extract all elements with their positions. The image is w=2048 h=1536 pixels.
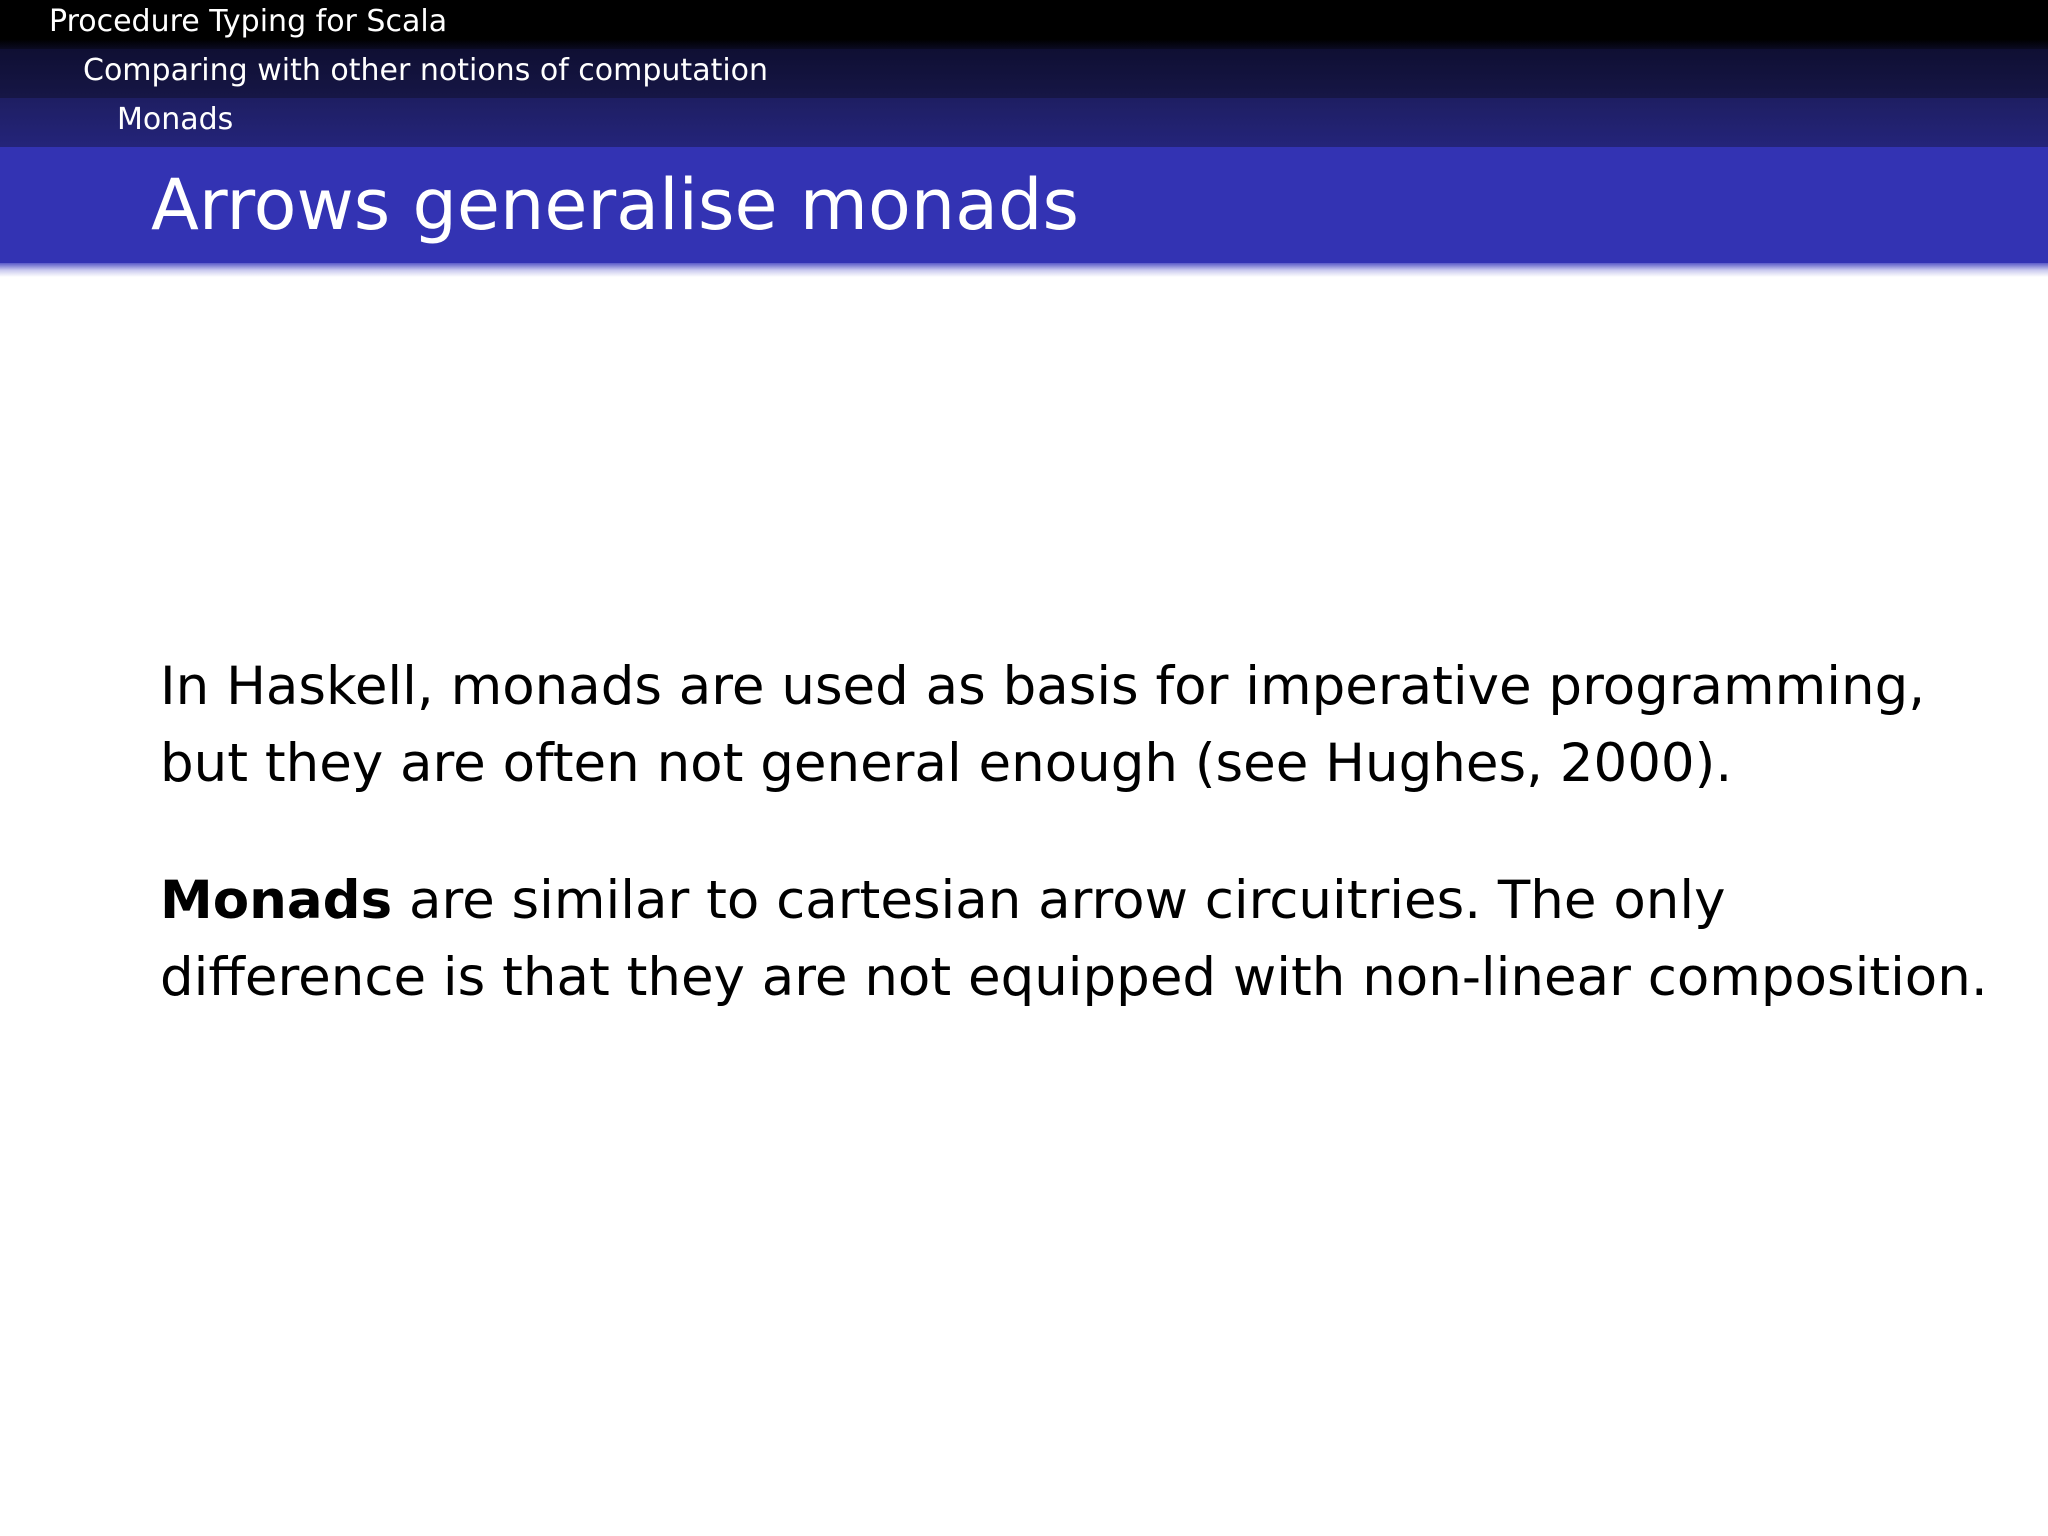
slide-body [160,648,1990,1076]
subsection-label: Monads [117,102,234,137]
paragraph1-line2: but they are often not general enough (see Hughes, 2000). [160,733,1733,794]
paragraph1-line1: In Haskell, monads are used as basis for imperative programming, [160,656,1926,717]
paragraph2-line2: difference is that they are not equipped with non-linear composition. [160,947,1988,1008]
term-monads: Monads [160,870,393,931]
paragraph-monads-arrows [160,862,1990,1016]
title-bar-shadow [0,263,2048,277]
paragraph2-line1-rest: are similar to cartesian arrow circuitries. The only [392,870,1726,931]
frame-title: Arrows generalise monads [151,164,1079,246]
navbar-presentation-title[interactable] [0,0,2048,49]
navbar-subsection[interactable] [0,98,2048,147]
navbar-section[interactable] [0,49,2048,98]
section-label: Comparing with other notions of computation [83,53,769,88]
presentation-title-label: Procedure Typing for Scala [49,4,448,39]
paragraph-haskell-monads [160,648,1990,802]
